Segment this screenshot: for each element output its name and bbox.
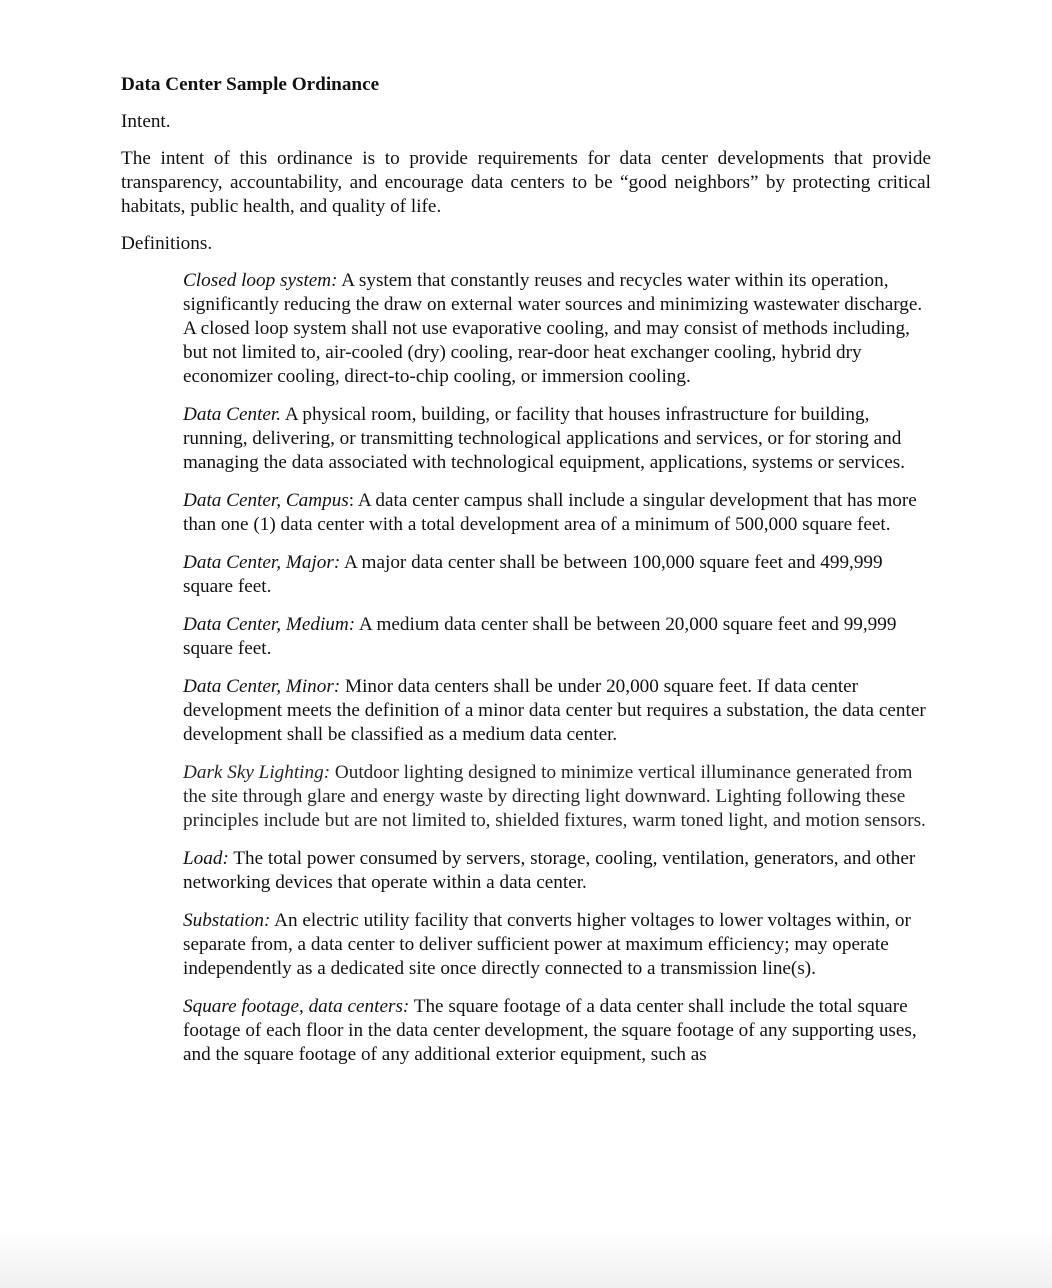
definition-data-center bbox=[183, 403, 931, 475]
intent-paragraph: The intent of this ordinance is to provide requirements for data center developments that provide transparency, accountability, and encourage data centers to be “good neighbors” by protecting critical habitats, public health, and quality of life. bbox=[121, 148, 931, 217]
definition-data-center-major bbox=[183, 551, 931, 599]
definition-term: Data Center, Major: bbox=[183, 552, 341, 573]
definition-term: Load: bbox=[183, 848, 229, 869]
definition-dark-sky-lighting bbox=[183, 761, 931, 833]
definition-term: Substation: bbox=[183, 910, 271, 931]
definition-data-center-minor bbox=[183, 675, 931, 747]
definition-text: A system that constantly reuses and recycles water within its operation, significantly reducing the draw on external water sources and minimizing wastewater discharge. A closed loop system shall not use evaporative cooling, and may consist of methods including, but not limited to, air-cooled (dry) cooling, rear-door heat exchanger cooling, hybrid dry economizer cooling, direct-to-chip cooling, or immersion cooling. bbox=[183, 270, 923, 387]
definition-text: An electric utility facility that converts higher voltages to lower voltages within, or separate from, a data center to deliver sufficient power at maximum efficiency; may operate independently as a dedicated site once directly connected to a transmission line(s). bbox=[183, 910, 911, 979]
definition-text: A major data center shall be between 100,000 square feet and 499,999 square feet. bbox=[183, 552, 883, 597]
intent-heading: Intent. bbox=[121, 111, 171, 132]
definition-square-footage bbox=[183, 995, 931, 1067]
definition-substation bbox=[183, 909, 931, 981]
definition-load bbox=[183, 847, 931, 895]
definitions-heading: Definitions. bbox=[121, 233, 213, 254]
definition-data-center-campus bbox=[183, 489, 931, 537]
definition-text: Outdoor lighting designed to minimize vertical illuminance generated from the site through glare and energy waste by directing light downward. Lighting following these principles include but are not limited to, shielded fixtures, warm toned light, and motion sensors. bbox=[183, 762, 926, 831]
definition-text: : A data center campus shall include a singular development that has more than one (1) data center with a total development area of a minimum of 500,000 square feet. bbox=[183, 490, 917, 535]
definition-term: Data Center. bbox=[183, 404, 282, 425]
definition-data-center-medium bbox=[183, 613, 931, 661]
definition-term: Data Center, Medium: bbox=[183, 614, 356, 635]
definitions-list bbox=[183, 269, 931, 1067]
definition-text: A physical room, building, or facility that houses infrastructure for building, running, delivering, or transmitting technological applications and services, or for storing and managing the data associated with technological equipment, applications, systems or services. bbox=[183, 404, 905, 473]
page-bottom-shadow bbox=[0, 1228, 1052, 1288]
definition-term: Dark Sky Lighting: bbox=[183, 762, 331, 783]
definition-term: Square footage, data centers: bbox=[183, 996, 410, 1017]
document-body bbox=[121, 73, 931, 1081]
definition-text: The total power consumed by servers, storage, cooling, ventilation, generators, and other networking devices that operate within a data center. bbox=[183, 848, 916, 893]
definition-text: A medium data center shall be between 20,000 square feet and 99,999 square feet. bbox=[183, 614, 897, 659]
definition-text: The square footage of a data center shall include the total square footage of each floor in the data center development, the square footage of any supporting uses, and the square footage of any additional exterior equipment, such as bbox=[183, 996, 917, 1065]
definition-term: Data Center, Campus bbox=[183, 490, 349, 511]
definition-closed-loop-system bbox=[183, 269, 931, 389]
document-title: Data Center Sample Ordinance bbox=[121, 74, 380, 95]
definition-term: Data Center, Minor: bbox=[183, 676, 341, 697]
definition-text: Minor data centers shall be under 20,000 square feet. If data center development meets the definition of a minor data center but requires a substation, the data center development shall be classified as a medium data center. bbox=[183, 676, 926, 745]
definition-term: Closed loop system: bbox=[183, 270, 338, 291]
